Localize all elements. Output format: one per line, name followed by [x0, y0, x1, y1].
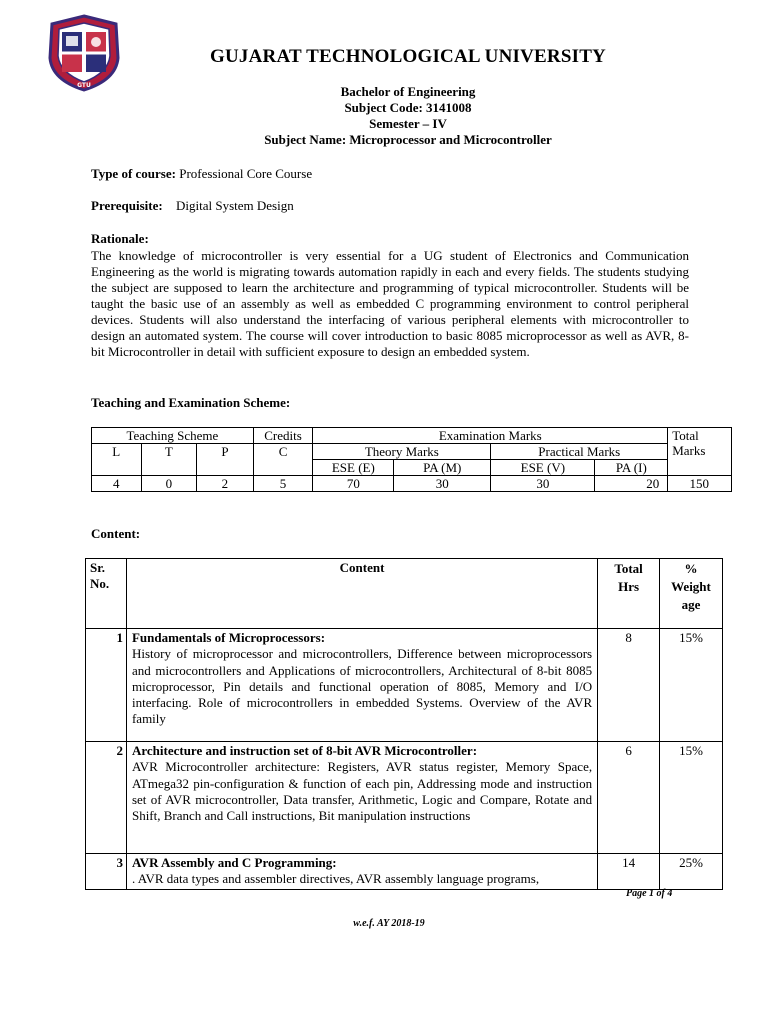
- no-header: No.: [90, 576, 110, 592]
- university-title: GUJARAT TECHNOLOGICAL UNIVERSITY: [210, 46, 606, 67]
- practical-marks-header: Practical Marks: [491, 444, 668, 460]
- row-2-weight: 15%: [660, 742, 723, 854]
- page-total: 4: [667, 888, 673, 899]
- row-2-content: [126, 742, 597, 854]
- row-3-title: AVR Assembly and C Programming:: [131, 855, 337, 870]
- row-3-hrs: 14: [598, 854, 660, 890]
- val-ese-e: 70: [313, 476, 394, 492]
- row-1-title: Fundamentals of Microprocessors:: [131, 630, 326, 645]
- exam-marks-header: Examination Marks: [313, 428, 668, 444]
- subject-name: Subject Name: Microprocessor and Microcontroller: [264, 132, 552, 147]
- degree-name: Bachelor of Engineering: [340, 84, 476, 99]
- col-c: C: [253, 444, 313, 476]
- marks-header: Marks: [672, 443, 706, 458]
- rationale-label: Rationale:: [91, 231, 149, 246]
- credits-header: Credits: [253, 428, 313, 444]
- val-ese-v: 30: [491, 476, 595, 492]
- teaching-scheme-header: Teaching Scheme: [92, 428, 254, 444]
- page-word: Page: [626, 888, 647, 899]
- total-marks-header: [668, 428, 732, 476]
- col-ese-e: ESE (E): [313, 460, 394, 476]
- total-hrs-header: [598, 559, 660, 629]
- col-p: P: [197, 444, 254, 476]
- row-2-sr: 2: [86, 742, 127, 854]
- theory-marks-header: Theory Marks: [313, 444, 491, 460]
- content-header: Content: [126, 559, 597, 629]
- semester: Semester – IV: [369, 116, 447, 131]
- page-num: 1: [649, 888, 655, 899]
- val-t: 0: [141, 476, 197, 492]
- row-1-sr: 1: [86, 629, 127, 742]
- row-1-body: History of microprocessor and microcontrollers, Difference between microprocessors and microcontrollers and Applications of microcontrollers, Architectural of 8-bit 8085 microprocessor, Pin details and functional operation of 8085, Memory and I/O interfacing. Role of microcontrollers in embedded Systems. Overview of the AVR family: [131, 646, 593, 727]
- val-c: 5: [253, 476, 313, 492]
- col-l: L: [92, 444, 142, 476]
- prerequisite-value: Digital System Design: [175, 198, 294, 213]
- prerequisite-label: Prerequisite:: [91, 198, 163, 213]
- col-t: T: [141, 444, 197, 476]
- row-2-title: Architecture and instruction set of 8-bit AVR Microcontroller:: [131, 743, 478, 758]
- row-1-hrs: 8: [598, 629, 660, 742]
- content-label: Content:: [91, 526, 141, 541]
- col-ese-v: ESE (V): [491, 460, 595, 476]
- rationale-text: The knowledge of microcontroller is very essential for a UG student of Electronics and Communication Engineering as the world is migrating towards automation rapidly in each and every fields. The students studying the subject are supposed to learn the architecture and programming of typical microcontroller. Students will be taught the basic use of an assembly as well as embedded C programming environment to control peripheral devices. Students will also understand the interfacing of various peripheral elements with microcontroller to design an automated system. The course will cover introduction to basic 8085 microprocessor as well as AVR, 8-bit Microcontroller in detail with sufficient exposure to design an embedded system.: [91, 248, 689, 359]
- total-header: Total: [672, 428, 699, 443]
- effective-year: w.e.f. AY 2018-19: [353, 918, 425, 929]
- weightage-pct: %: [684, 561, 698, 576]
- val-pa-i: 20: [595, 476, 668, 492]
- row-1-content: [126, 629, 597, 742]
- row-3-sr: 3: [86, 854, 127, 890]
- content-table: [85, 558, 723, 890]
- of-word: of: [656, 888, 665, 899]
- row-2-body: AVR Microcontroller architecture: Registers, AVR status register, Memory Space, ATmega32 pin-configuration & function of each pin, Addressing mode and instruction set of AVR microcontroller, Data transfer, Arithmetic, Logic and Compare, Rotate and Shift, Branch and Call instructions, Bit manipulation instructions: [131, 759, 593, 824]
- col-pa-i: PA (I): [595, 460, 668, 476]
- logo-text: GTU: [77, 82, 91, 89]
- course-type: [91, 166, 312, 182]
- weightage-weight: Weight: [671, 579, 711, 594]
- val-p: 2: [197, 476, 254, 492]
- sr-no-header: [86, 559, 127, 629]
- row-2-hrs: 6: [598, 742, 660, 854]
- prerequisite: [91, 198, 294, 214]
- row-1-weight: 15%: [660, 629, 723, 742]
- sr-header: Sr.: [90, 560, 106, 575]
- subject-code: Subject Code: 3141008: [344, 100, 472, 115]
- val-pa-m: 30: [394, 476, 491, 492]
- weightage-age: age: [681, 597, 701, 612]
- scheme-title: Teaching and Examination Scheme:: [91, 395, 291, 410]
- row-3-content: [126, 854, 597, 890]
- val-l: 4: [92, 476, 142, 492]
- total-hrs-hrs: Hrs: [618, 579, 640, 594]
- val-total: 150: [668, 476, 732, 492]
- row-3-weight: 25%: [660, 854, 723, 890]
- scheme-table: [91, 427, 732, 492]
- weightage-header: [660, 559, 723, 629]
- course-type-label: Type of course:: [91, 166, 176, 181]
- total-hrs-total: Total: [614, 561, 643, 576]
- course-type-value: Professional Core Course: [179, 166, 313, 181]
- col-pa-m: PA (M): [394, 460, 491, 476]
- row-3-body: . AVR data types and assembler directives, AVR assembly language programs,: [131, 871, 540, 887]
- page-number: [626, 888, 672, 899]
